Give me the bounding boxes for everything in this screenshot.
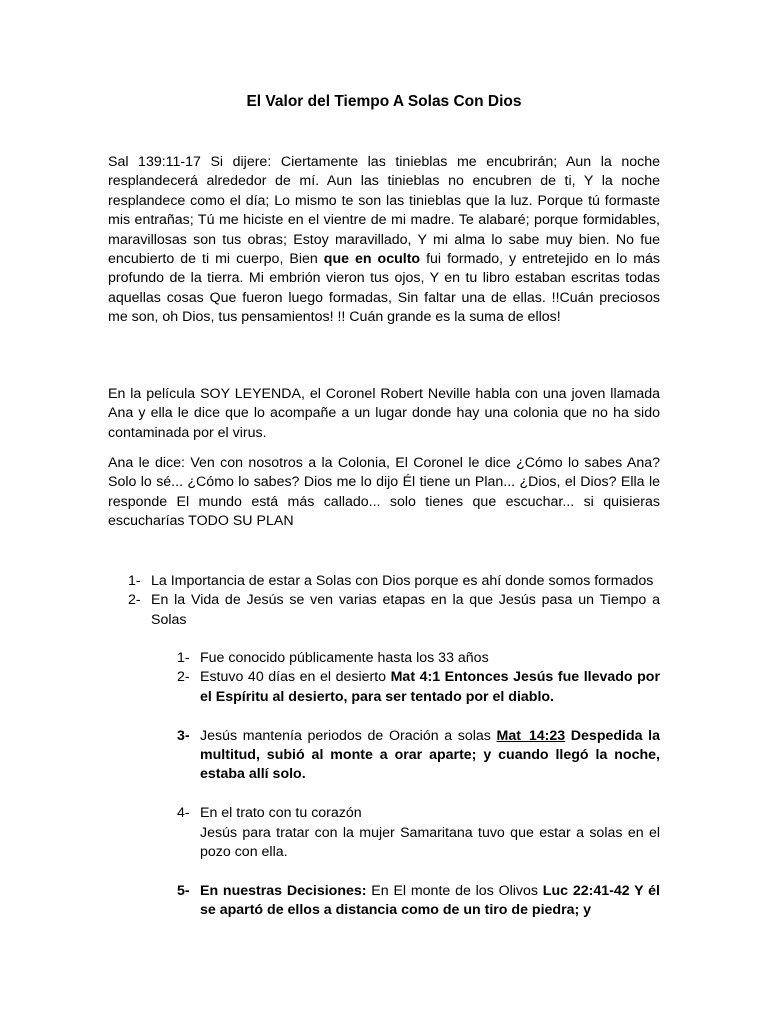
- scripture-reference: Mat_14:23: [496, 727, 566, 744]
- sub-list-item: [108, 727, 660, 785]
- scripture-quote: Y él se apartó de ellos a distancia como de un tiro de piedra; y: [200, 882, 660, 919]
- scripture-quote: Entonces Jesús fue llevado por el Espíritu al desierto, para ser tentado por el diablo.: [200, 669, 660, 705]
- sub-item-text: Jesús mantenía periodos de Oración a solas: [200, 727, 497, 744]
- list-item-number: 1-: [128, 573, 141, 589]
- main-list: [108, 572, 660, 630]
- dialogue-paragraph: Ana le dice: Ven con nosotros a la Colonia, El Coronel le dice ¿Cómo lo sabes Ana? Solo lo sé... ¿Cómo lo sabes? Dios me lo dijo Él tiene un Plan... ¿Dios, el Dios? Ella le responde El mundo está más callado... solo tienes que escuchar... si quisieras escucharías TODO SU PLAN: [108, 455, 660, 530]
- sub-item-number: 4-: [177, 805, 190, 822]
- list-item: [108, 572, 660, 591]
- sub-item-number: 5-: [177, 882, 190, 899]
- sub-item-number: 3-: [177, 727, 190, 744]
- scripture-reference: Luc 22:41-42: [542, 882, 630, 899]
- scripture-text-b: fui formado, y entretejido en lo más profundo de la tierra. Mi embrión vieron tus ojos, Y en tu libro estaban escritas todas aquellas cosas Que fueron luego formadas, Sin faltar una de ellas. !!Cuán preciosos me son, oh Dios, tus pensamientos! !! Cuán grande es la suma de ellos!: [108, 251, 661, 326]
- movie-paragraph: En la película SOY LEYENDA, el Coronel Robert Neville habla con una joven llamada Ana y ella le dice que lo acompañe a un lugar donde hay una colonia que no ha sido contaminada por el virus.: [108, 386, 660, 441]
- sub-item-text-2: Jesús para tratar con la mujer Samaritana tuvo que estar a solas en el pozo con ella.: [200, 824, 660, 861]
- scripture-paragraph: [108, 153, 660, 328]
- sub-list: [108, 649, 660, 921]
- document-title: El Valor del Tiempo A Solas Con Dios: [246, 93, 522, 110]
- scripture-bold-text: que en oculto: [323, 251, 421, 268]
- sub-item-lead: En nuestras Decisiones:: [200, 882, 367, 899]
- sub-item-number: 1-: [177, 650, 190, 666]
- list-item-text: En la Vida de Jesús se ven varias etapas en la que Jesús pasa un Tiempo a Solas: [151, 592, 660, 628]
- sub-item-text: En el trato con tu corazón: [200, 805, 362, 822]
- list-item: [108, 591, 660, 630]
- scripture-reference: Mat 4:1: [390, 669, 441, 686]
- sub-item-text: Fue conocido públicamente hasta los 33 años: [200, 650, 489, 666]
- list-item-text: La Importancia de estar a Solas con Dios porque es ahí donde somos formados: [151, 573, 654, 589]
- sub-list-item: [108, 804, 660, 862]
- sub-list-item: [108, 649, 660, 668]
- sub-item-number: 2-: [177, 669, 190, 686]
- list-item-number: 2-: [128, 592, 141, 609]
- sub-list-item: [108, 668, 660, 707]
- sub-list-item: [108, 882, 660, 921]
- sub-item-text: En El monte de los Olivos: [366, 882, 543, 899]
- scripture-quote: Despedida la multitud, subió al monte a orar aparte; y cuando llegó la noche, estaba allí solo.: [200, 727, 660, 783]
- sub-item-text: Estuvo 40 días en el desierto: [200, 669, 391, 686]
- scripture-text-a: Sal 139:11-17 Si dijere: Ciertamente las tinieblas me encubrirán; Aun la noche resplandecerá alrededor de mí. Aun las tinieblas no encubren de ti, Y la noche resplandece como el día; Lo mismo te son las tinieblas que la luz. Porque tú formaste mis entrañas; Tú me hiciste en el vientre de mi madre. Te alabaré; porque formidables, maravillosas son tus obras; Estoy maravillado, Y mi alma lo sabe muy bien. No fue encubierto de ti mi cuerpo, Bien: [108, 154, 660, 268]
